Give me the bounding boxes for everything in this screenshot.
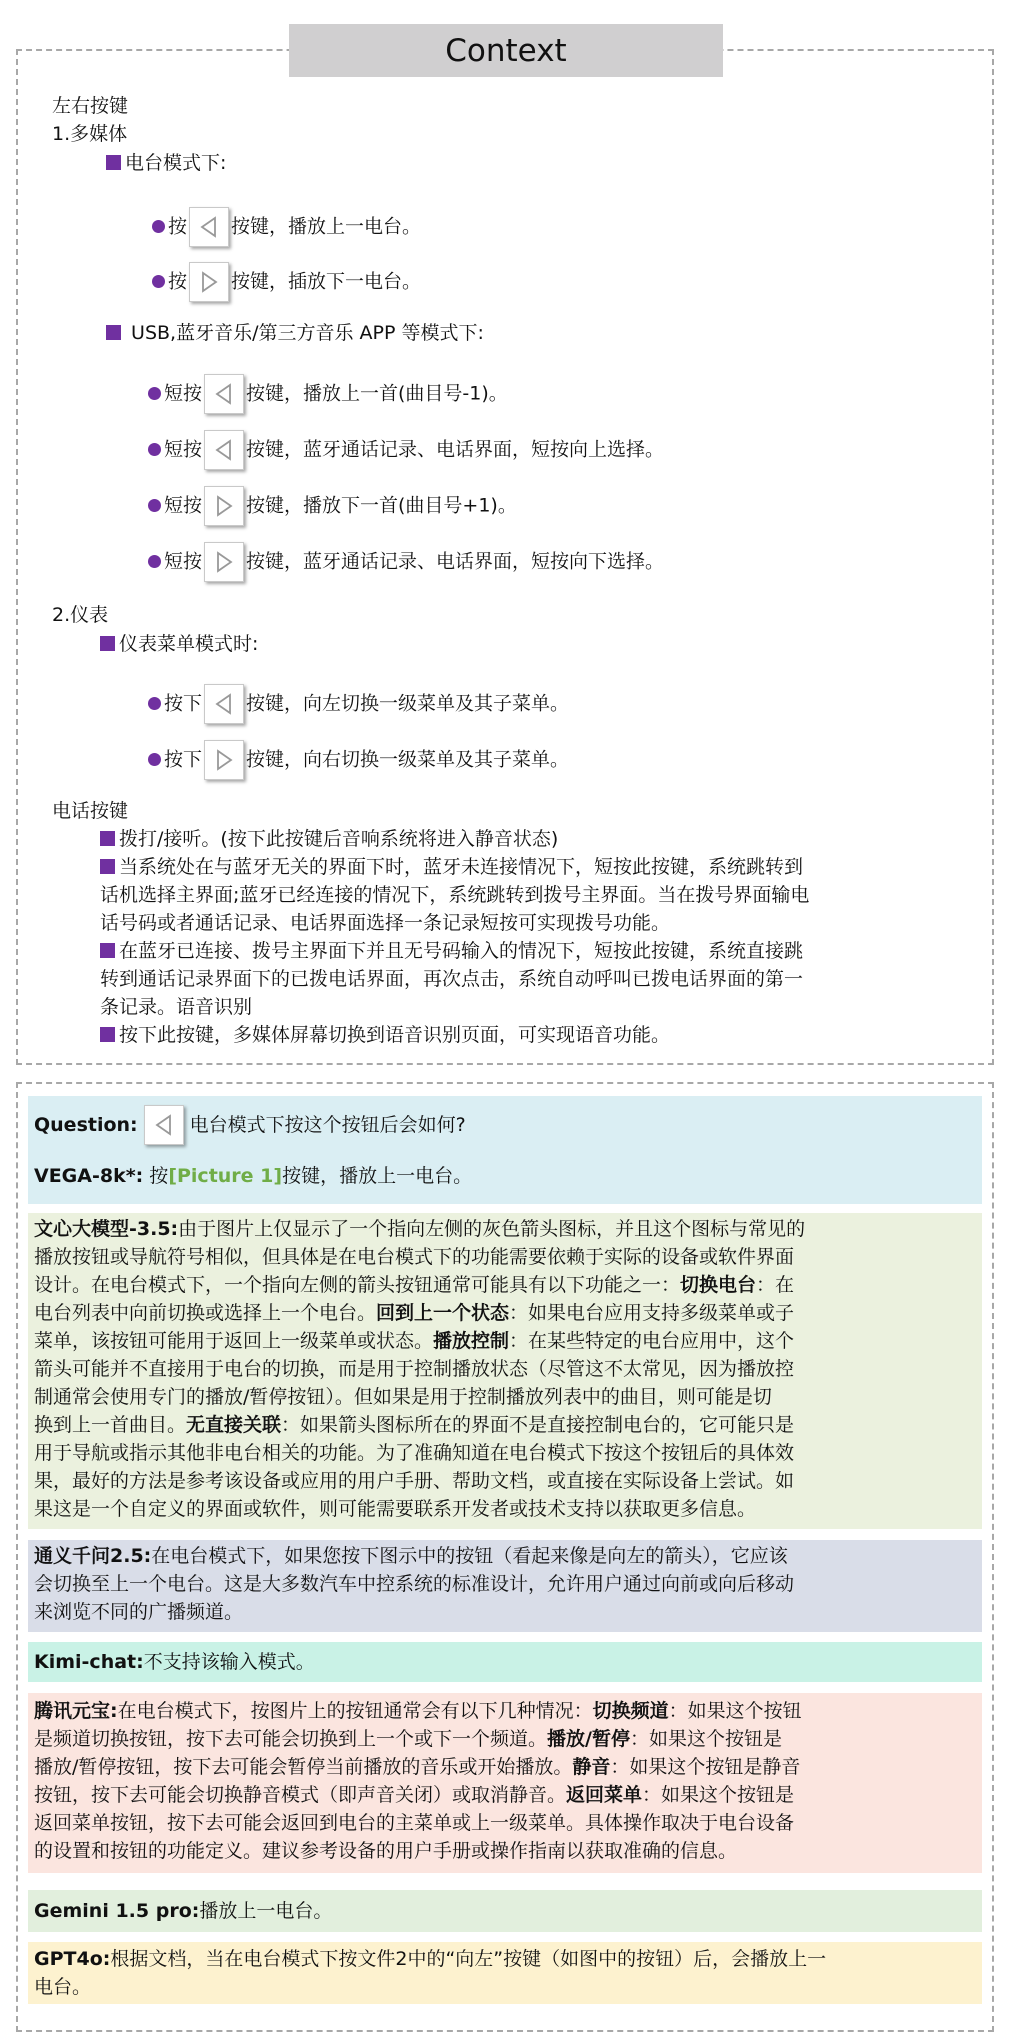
tencent-line (34, 1697, 976, 1725)
right-key-icon (189, 262, 229, 302)
lr-heading: 左右按键 (52, 95, 129, 117)
usb-item-pre: 短按 (164, 382, 203, 405)
tongyi-label: 通义千问2.5: (34, 1545, 152, 1567)
phone-line-text: 拨打/接听。(按下此按键后音响系统将进入静音状态) (119, 828, 559, 850)
phone-line: 话号码或者通话记录、电话界面选择一条记录短按可实现拨号功能。 (100, 912, 671, 934)
wenxin-line: 箭头可能并不直接用于电台的切换，而是用于控制播放状态（尽管这不太常见，因为播放控 (34, 1358, 795, 1380)
wenxin-text: 菜单，该按钮可能用于返回上一级菜单或状态。 (34, 1330, 434, 1352)
radio-next-line (152, 262, 421, 302)
tencent-text: ：如果这个按钮 (668, 1700, 802, 1722)
usb-item-post: 按键，蓝牙通话记录、电话界面，短按向上选择。 (246, 438, 665, 461)
radio-prev-post: 按键，播放上一电台。 (231, 215, 422, 238)
kimi-panel (28, 1642, 982, 1682)
tongyi-line: 来浏览不同的广播频道。 (34, 1601, 244, 1623)
phone-line (100, 937, 803, 965)
tencent-bold: 播放/暂停 (547, 1728, 630, 1750)
wenxin-text: 电台列表中向前切换或选择上一个电台。 (34, 1302, 377, 1324)
phone-line: 条记录。语音识别 (100, 996, 253, 1018)
dot-bullet-icon (152, 220, 165, 233)
square-bullet-icon (100, 859, 115, 874)
usb-mode-line (106, 319, 484, 347)
radio-prev-pre: 按 (168, 215, 188, 238)
wenxin-panel (28, 1213, 982, 1529)
gpt-label: GPT4o: (34, 1948, 111, 1970)
tencent-text: 按钮，按下去可能会切换静音模式（即声音关闭）或取消静音。 (34, 1784, 567, 1806)
dot-bullet-icon (148, 753, 161, 766)
tencent-bold: 静音 (572, 1756, 611, 1778)
cluster-item (148, 740, 569, 780)
phone-line-text: 当系统处在与蓝牙无关的界面下时，蓝牙未连接情况下，短按此按键，系统跳转到 (119, 856, 804, 878)
radio-next-post: 按键，插放下一电台。 (231, 270, 422, 293)
usb-item-pre: 短按 (164, 550, 203, 573)
square-bullet-icon (100, 943, 115, 958)
phone-line-text: 在蓝牙已连接、拨号主界面下并且无号码输入的情况下，短按此按键，系统直接跳 (119, 940, 804, 962)
wenxin-line (34, 1271, 976, 1299)
question-panel (28, 1096, 982, 1204)
tongyi-line (34, 1542, 976, 1570)
gemini-label: Gemini 1.5 pro: (34, 1900, 200, 1922)
wenxin-bold: 无直接关联 (186, 1414, 282, 1436)
wenxin-text: ：如果电台应用支持多级菜单或子 (509, 1302, 795, 1324)
tencent-text: 播放/暂停按钮，按下去可能会暂停当前播放的音乐或开始播放。 (34, 1756, 573, 1778)
phone-line-text: 按下此按键，多媒体屏幕切换到语音识别页面，可实现语音功能。 (119, 1024, 671, 1046)
wenxin-line (34, 1215, 976, 1243)
phone-line (100, 1021, 670, 1049)
phone-line: 转到通话记录界面下的已拨电话界面，再次点击，系统自动呼叫已拨电话界面的第一 (100, 968, 804, 990)
usb-item-post: 按键，播放上一首(曲目号-1)。 (246, 382, 508, 405)
question-text: 电台模式下按这个按钮后会如何? (189, 1114, 466, 1136)
dot-bullet-icon (148, 443, 161, 456)
cluster-mode-text: 仪表菜单模式时: (119, 633, 259, 655)
tencent-line (34, 1753, 976, 1781)
usb-mode-text: USB,蓝牙音乐/第三方音乐 APP 等模式下: (125, 322, 484, 344)
cluster-mode-line (100, 630, 258, 658)
cluster-item-pre: 按下 (164, 692, 203, 715)
tongyi-line: 会切换至上一个电台。这是大多数汽车中控系统的标准设计，允许用户通过向前或向后移动 (34, 1573, 795, 1595)
radio-mode-text: 电台模式下: (125, 152, 227, 174)
tencent-line (34, 1781, 976, 1809)
wenxin-line (34, 1327, 976, 1355)
vega-label: VEGA-8k*: (34, 1165, 144, 1187)
kimi-text: 不支持该输入模式。 (143, 1651, 315, 1673)
usb-item (148, 542, 664, 582)
wenxin-line (34, 1299, 976, 1327)
tencent-text: ：如果这个按钮是静音 (610, 1756, 801, 1778)
usb-item (148, 430, 664, 470)
vega-post: 按键，播放上一电台。 (282, 1165, 473, 1187)
wenxin-text: 设计。在电台模式下，一个指向左侧的箭头按钮通常可能具有以下功能之一： (34, 1274, 681, 1296)
wenxin-text: 换到上一首曲目。 (34, 1414, 187, 1436)
cluster-item (148, 684, 569, 724)
tencent-line (34, 1725, 976, 1753)
tencent-line: 的设置和按钮的功能定义。建议参考设备的用户手册或操作指南以获取准确的信息。 (34, 1840, 738, 1862)
tencent-text: ：如果这个按钮是 (642, 1784, 795, 1806)
wenxin-line: 播放按钮或导航符号相似，但具体是在电台模式下的功能需要依赖于实际的设备或软件界面 (34, 1246, 795, 1268)
radio-mode-line (106, 149, 226, 177)
tencent-text: 是频道切换按钮，按下去可能会切换到上一个或下一个频道。 (34, 1728, 548, 1750)
wenxin-bold: 切换电台 (680, 1274, 757, 1296)
tencent-text: ：如果这个按钮是 (629, 1728, 782, 1750)
gpt-line (34, 1945, 976, 1973)
square-bullet-icon (100, 636, 115, 651)
wenxin-text: ：如果箭头图标所在的界面不是直接控制电台的，它可能只是 (281, 1414, 795, 1436)
tencent-label: 腾讯元宝: (34, 1700, 118, 1722)
gpt-line: 电台。 (34, 1976, 92, 1998)
wenxin-bold: 播放控制 (433, 1330, 510, 1352)
cluster-heading: 2.仪表 (52, 604, 109, 626)
left-key-icon (144, 1105, 184, 1145)
wenxin-bold: 回到上一个状态 (376, 1302, 510, 1324)
usb-item-pre: 短按 (164, 438, 203, 461)
wenxin-label: 文心大模型-3.5: (34, 1218, 179, 1240)
cluster-item-pre: 按下 (164, 748, 203, 771)
question-label: Question: (34, 1114, 138, 1136)
right-key-icon (204, 542, 244, 582)
phone-line (100, 825, 558, 853)
gemini-panel (28, 1890, 982, 1932)
kimi-label: Kimi-chat: (34, 1651, 144, 1673)
tencent-panel (28, 1693, 982, 1873)
usb-item-pre: 短按 (164, 494, 203, 517)
dot-bullet-icon (152, 275, 165, 288)
usb-item (148, 374, 508, 414)
tencent-bold: 切换频道 (592, 1700, 669, 1722)
vega-pre: 按 (143, 1165, 169, 1187)
phone-heading: 电话按键 (52, 800, 129, 822)
wenxin-line: 果，最好的方法是参考该设备或应用的用户手册、帮助文档，或直接在实际设备上尝试。如 (34, 1470, 795, 1492)
tongyi-text: 在电台模式下，如果您按下图示中的按钮（看起来像是向左的箭头），它应该 (151, 1545, 788, 1567)
vega-answer (34, 1162, 976, 1190)
square-bullet-icon (106, 155, 121, 170)
media-heading: 1.多媒体 (52, 123, 128, 145)
usb-item-post: 按键，蓝牙通话记录、电话界面，短按向下选择。 (246, 550, 665, 573)
context-title: Context (289, 24, 723, 77)
square-bullet-icon (100, 1027, 115, 1042)
left-key-icon (204, 684, 244, 724)
tencent-line: 返回菜单按钮，按下去可能会返回到电台的主菜单或上一级菜单。具体操作取决于电台设备 (34, 1812, 795, 1834)
tongyi-panel (28, 1540, 982, 1632)
tencent-bold: 返回菜单 (566, 1784, 643, 1806)
wenxin-line: 用于导航或指示其他非电台相关的功能。为了准确知道在电台模式下按这个按钮后的具体效 (34, 1442, 795, 1464)
left-key-icon (189, 207, 229, 247)
right-key-icon (204, 740, 244, 780)
cluster-item-post: 按键，向左切换一级菜单及其子菜单。 (246, 692, 570, 715)
wenxin-line (34, 1411, 976, 1439)
wenxin-line: 制通常会使用专门的播放/暂停按钮）。但如果是用于控制播放列表中的曲目，则可能是切 (34, 1386, 772, 1408)
dot-bullet-icon (148, 555, 161, 568)
dot-bullet-icon (148, 499, 161, 512)
usb-item-post: 按键，播放下一首(曲目号+1)。 (246, 494, 517, 517)
gemini-text: 播放上一电台。 (199, 1900, 333, 1922)
wenxin-text: ：在 (756, 1274, 795, 1296)
picture-ref: [Picture 1] (168, 1165, 283, 1187)
wenxin-text: ：在某些特定的电台应用中，这个 (509, 1330, 795, 1352)
left-key-icon (204, 430, 244, 470)
usb-item (148, 486, 517, 526)
wenxin-text: 由于图片上仅显示了一个指向左侧的灰色箭头图标，并且这个图标与常见的 (178, 1218, 806, 1240)
left-key-icon (204, 374, 244, 414)
gpt-panel (28, 1942, 982, 2004)
radio-next-pre: 按 (168, 270, 188, 293)
question-row (34, 1098, 976, 1152)
right-key-icon (204, 486, 244, 526)
wenxin-line: 果这是一个自定义的界面或软件，则可能需要联系开发者或技术支持以获取更多信息。 (34, 1498, 757, 1520)
phone-line: 话机选择主界面;蓝牙已经连接的情况下，系统跳转到拨号主界面。当在拨号界面输电 (100, 884, 810, 906)
dot-bullet-icon (148, 697, 161, 710)
tencent-text: 在电台模式下，按图片上的按钮通常会有以下几种情况： (117, 1700, 593, 1722)
gpt-text: 根据文档，当在电台模式下按文件2中的“向左”按键（如图中的按钮）后，会播放上一 (110, 1948, 827, 1970)
cluster-item-post: 按键，向右切换一级菜单及其子菜单。 (246, 748, 570, 771)
square-bullet-icon (100, 831, 115, 846)
radio-prev-line (152, 207, 421, 247)
square-bullet-icon (106, 325, 121, 340)
phone-line (100, 853, 803, 881)
dot-bullet-icon (148, 387, 161, 400)
